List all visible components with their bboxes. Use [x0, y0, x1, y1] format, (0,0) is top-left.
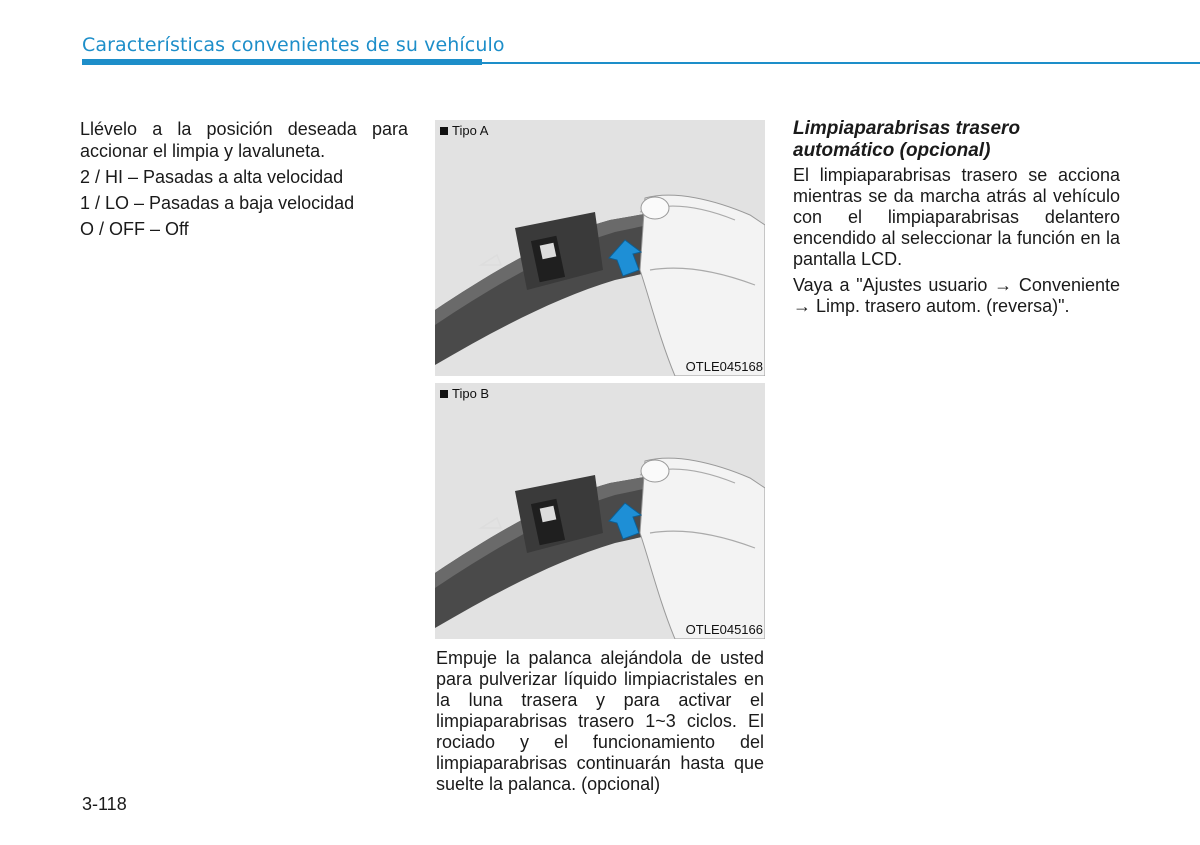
push-lever-paragraph: Empuje la palanca alejándola de usted para pulverizar líquido limpiacristales en la luna trasera y para activar el limpiaparabrisas trasero 1~3 ciclos. El rociado y el funcionamiento del limpiaparabrisas continuarán hasta que suelte la palanca. (opcional)	[436, 648, 764, 794]
figure-tipo-b	[435, 383, 765, 639]
page-number: 3-118	[82, 794, 127, 814]
list-item-off: O / OFF – Off	[80, 219, 189, 239]
figure-a-label	[440, 123, 488, 138]
list-item-lo: 1 / LO – Pasadas a baja velocidad	[80, 193, 355, 213]
figure-a-label-text: Tipo A	[452, 123, 489, 138]
rear-wiper-heading: Limpiaparabrisas trasero automático (opcional)	[793, 118, 1021, 161]
square-bullet-icon	[440, 127, 448, 135]
figure-b-label-text: Tipo B	[452, 386, 490, 401]
rear-wiper-paragraph-2: Vaya a "Ajustes usuario → Conveniente → Limp. trasero autom. (reversa)".	[793, 275, 1120, 316]
header-rule-thick	[82, 59, 482, 65]
figure-tipo-a	[435, 120, 765, 376]
wiper-lever-illustration-b	[435, 383, 765, 639]
column-right	[793, 118, 1120, 322]
figure-b-label	[440, 386, 489, 401]
figure-a-code: OTLE045168	[685, 359, 763, 374]
square-bullet-icon	[440, 390, 448, 398]
intro-paragraph: Llévelo a la posición deseada para accionar el limpia y lavaluneta.	[80, 119, 408, 161]
list-item-hi: 2 / HI – Pasadas a alta velocidad	[80, 167, 344, 187]
header-rule-thin	[482, 62, 1200, 64]
section-title: Características convenientes de su vehículo	[82, 34, 505, 56]
wiper-lever-illustration-a	[435, 120, 765, 376]
column-left	[80, 118, 408, 244]
rear-wiper-paragraph-1: El limpiaparabrisas trasero se acciona mientras se da marcha atrás al vehículo con el limpiaparabrisas delantero encendido al seleccionar la función en la pantalla LCD.	[793, 165, 1120, 269]
figure-b-code: OTLE045166	[685, 622, 763, 637]
